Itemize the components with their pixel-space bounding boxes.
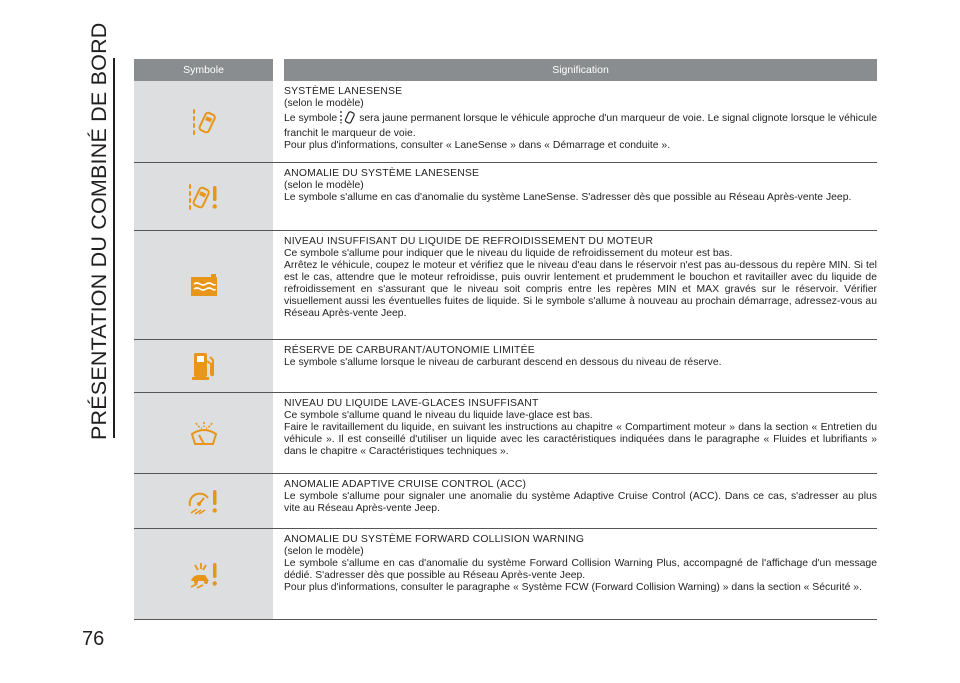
chapter-title [84, 22, 114, 440]
symbol-cell [134, 340, 273, 392]
table-row [134, 393, 877, 474]
row-line: Le symbole s'allume en cas d'anomalie du système LaneSense. S'adresser dès que possible au Réseau Après-vente Jeep. [284, 192, 852, 203]
chapter-title-text: PRÉSENTATION DU COMBINÉ DE BORD [87, 22, 111, 440]
meaning-cell [284, 163, 877, 230]
symbol-cell [134, 81, 273, 162]
row-title: NIVEAU DU LIQUIDE LAVE-GLACES INSUFFISANT [284, 398, 539, 409]
warning-lights-table [134, 59, 877, 620]
row-title: ANOMALIE ADAPTIVE CRUISE CONTROL (ACC) [284, 479, 527, 490]
table-row [134, 81, 877, 163]
row-title: RÉSERVE DE CARBURANT/AUTONOMIE LIMITÉE [284, 345, 535, 356]
row-title: ANOMALIE DU SYSTÈME LANESENSE [284, 168, 480, 179]
row-line [284, 110, 877, 140]
row-line: Le symbole s'allume lorsque le niveau de carburant descend en dessous du niveau de réserve. [284, 357, 722, 368]
row-line: Faire le ravitaillement du liquide, en suivant les instructions au chapitre « Compartiment moteur » dans la section « Entretien du véhicule ». Il est conseillé d'utiliser un liquide avec les caractéristiques indiquées dans le paragraphe « Fluides et lubrifiants » dans le chapitre « Caractéristiques techniques ». [284, 422, 877, 457]
page-number: 76 [82, 628, 105, 650]
row-line: Ce symbole s'allume pour indiquer que le niveau du liquide de refroidissement du moteur est bas. [284, 248, 733, 259]
chapter-divider [113, 58, 115, 438]
meaning-cell [284, 81, 877, 162]
symbol-cell [134, 474, 273, 528]
row-line: (selon le modèle) [284, 180, 364, 191]
acc-fault-icon [187, 486, 221, 516]
header-meaning: Signification [284, 59, 877, 81]
lanesense-fault-icon [187, 182, 221, 212]
symbol-cell [134, 529, 273, 619]
table-header [134, 59, 877, 81]
coolant-level-icon [189, 272, 219, 298]
row-line: Pour plus d'informations, consulter le paragraphe « Système FCW (Forward Collision Warning) » dans la section « Sécurité ». [284, 582, 862, 593]
symbol-cell [134, 231, 273, 339]
row-line: Ce symbole s'allume quand le niveau du liquide lave-glace est bas. [284, 410, 593, 421]
fcw-fault-icon [187, 559, 221, 589]
fuel-pump-icon [192, 351, 216, 381]
meaning-cell [284, 340, 877, 392]
lanesense-inline-icon [339, 110, 357, 128]
row-line: Pour plus d'informations, consulter « LaneSense » dans « Démarrage et conduite ». [284, 140, 671, 151]
row-line: Le symbole s'allume pour signaler une anomalie du système Adaptive Cruise Control (ACC). Dans ce cas, s'adresser au plus vite au Réseau Après-vente Jeep. [284, 491, 877, 514]
table-row [134, 231, 877, 340]
row-title: NIVEAU INSUFFISANT DU LIQUIDE DE REFROIDISSEMENT DU MOTEUR [284, 236, 654, 247]
header-symbol: Symbole [134, 59, 273, 81]
row-line: (selon le modèle) [284, 98, 364, 109]
table-row [134, 529, 877, 620]
row-line: Arrêtez le véhicule, coupez le moteur et vérifiez que le niveau d'eau dans le réservoir n'est pas au-dessous du repère MIN. Si tel est le cas, attendre que le moteur refroidisse, puis ouvrir lentement et prudemment le bouchon et ravitailler avec du liquide de refroidissement en s'assurant que le niveau soit compris entre les repères MIN et MAX gravés sur le réservoir. Vérifier visuellement aussi les éventuelles fuites de liquide. Si le symbole s'allume à nouveau au prochain démarrage, adressez-vous au Réseau Après-vente Jeep. [284, 260, 877, 319]
table-row [134, 163, 877, 231]
meaning-cell [284, 529, 877, 619]
row-inline-before: Le symbole [284, 113, 338, 124]
row-title: SYSTÈME LANESENSE [284, 86, 403, 97]
meaning-cell [284, 393, 877, 473]
row-inline-after: sera jaune permanent lorsque le véhicule approche d'un marqueur de voie. Le signal clignote lorsque le véhicule franchit le marqueur de voie. [284, 113, 877, 139]
washer-fluid-icon [190, 420, 218, 446]
row-line: Le symbole s'allume en cas d'anomalie du système Forward Collision Warning Plus, accompagné de l'affichage d'un message dédié. S'adresser dès que possible au Réseau Après-vente Jeep. [284, 558, 877, 581]
lanesense-amber-icon [191, 107, 217, 137]
symbol-cell [134, 393, 273, 473]
meaning-cell [284, 231, 877, 339]
row-line: (selon le modèle) [284, 546, 364, 557]
table-row [134, 474, 877, 529]
symbol-cell [134, 163, 273, 230]
row-title: ANOMALIE DU SYSTÈME FORWARD COLLISION WARNING [284, 534, 585, 545]
meaning-cell [284, 474, 877, 528]
table-row [134, 340, 877, 393]
